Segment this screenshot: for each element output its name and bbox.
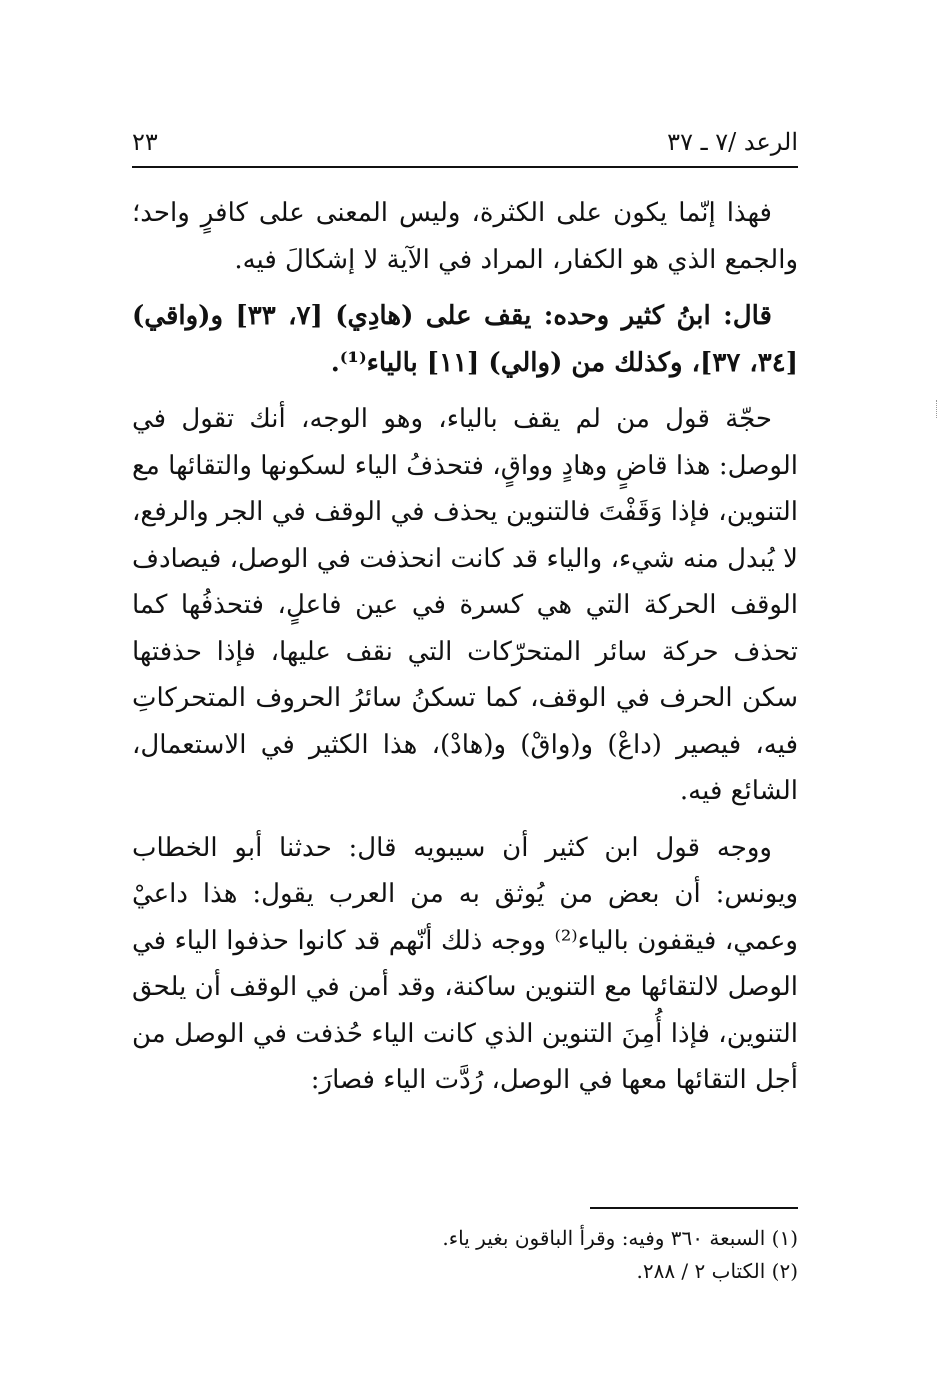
footnote-divider [590,1207,798,1209]
paragraph-3: حجّة قول من لم يقف بالياء، وهو الوجه، أنك تقول في الوصل: هذا قاضٍ وهادٍ وواقٍ، فتحذفُ الياء لسكونها والتقائها مع التنوين، فإذا وَقَفْتَ فالتنوين يحذف في الوقف في الجر والرفع، لا يُبدل منه شيء، والياء قد كانت انحذفت في الوصل، فيصادف الوقف الحركة التي هي كسرة في عين فاعلٍ، فتحذفُها كما تحذف حركة سائر المتحرّكات التي نقف عليها، فإذا حذفتها سكن الحرف في الوقف، كما تسكنُ سائرُ الحروف المتحركاتِ فيه، فيصير (داعْ) و(واقْ) و(هادْ)، هذا الكثير في الاستعمال، الشائع فيه. [132,404,798,806]
header-title: الرعد /٧ ـ ٣٧ [667,128,798,156]
margin-mark [936,400,940,418]
paragraph-1: فهذا إنّما يكون على الكثرة، وليس المعنى على كافرٍ واحد؛ والجمع الذي هو الكفار، المراد في الآية لا إشكالَ فيه. [132,198,798,275]
main-text [132,190,798,1114]
footnote-1: (١) السبعة ٣٦٠ وفيه: وقرأ الباقون بغير ياء. [442,1226,798,1250]
paragraph-4: ووجه قول ابن كثير أن سيبويه قال: حدثنا أبو الخطاب ويونس: أن بعض من يُوثق به من العرب يقول: هذا داعيْ وعمي، فيقفون بالياء⁽²⁾ ووجه ذلك أنّهم قد كانوا حذفوا الياء في الوصل لالتقائها مع التنوين ساكنة، وقد أمن في الوقف أن يلحق التنوين، فإذا أُمِنَ التنوين الذي كانت الياء حُذفت في الوصل من أجل التقائها معها في الوصل، رُدَّت الياء فصارَ: [132,832,798,1095]
running-header [132,122,798,162]
footnote-2: (٢) الكتاب ٢ / ٢٨٨. [636,1259,798,1283]
page-number: ٢٣ [132,128,158,156]
paragraph-2-bold-citation: قال: ابنُ كثير وحده: يقف على (هادِي) [٧، ٣٣] و(واقي) [٣٤، ٣٧]، وكذلك من (والي) [١١] بالياء⁽¹⁾. [132,301,798,378]
footnotes [132,1222,798,1288]
header-divider [132,166,798,168]
